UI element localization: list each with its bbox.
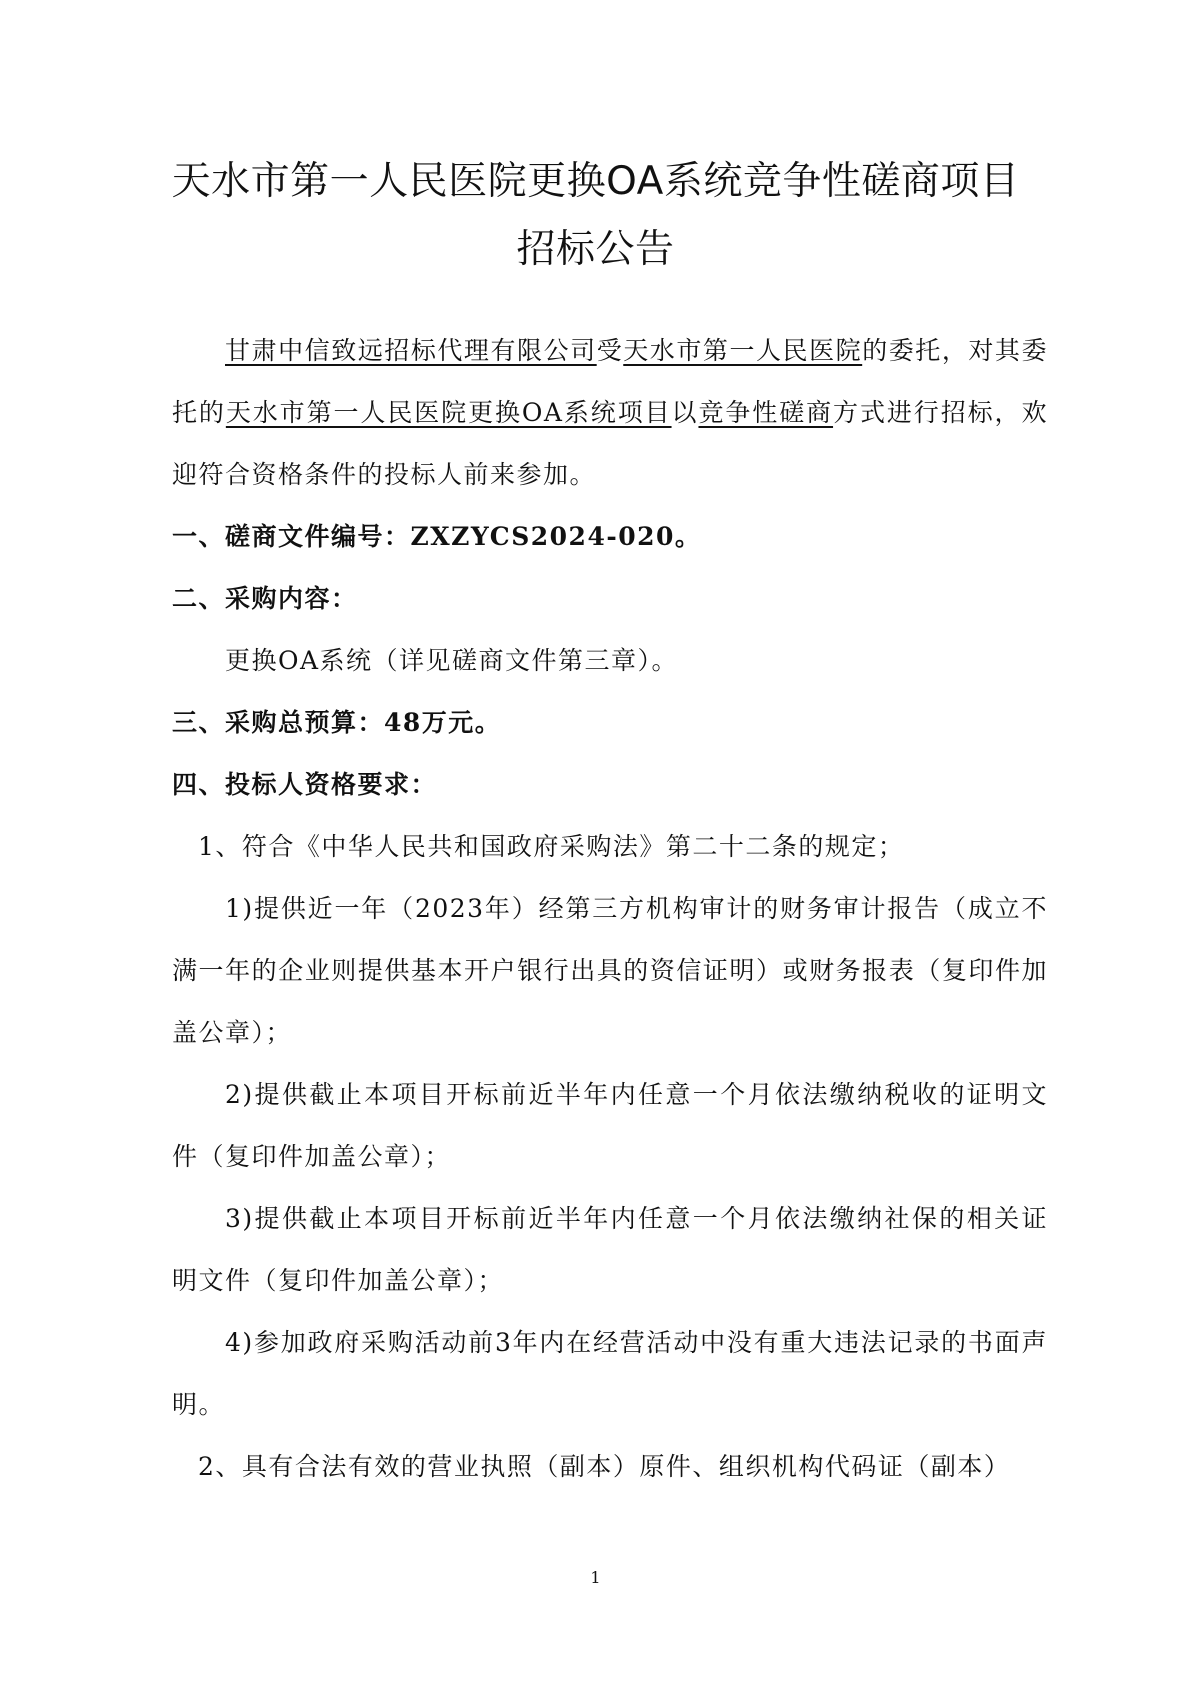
section-budget: 三、采购总预算：48万元。 xyxy=(172,708,502,737)
intro-text-2: 的委托，对其委托的 xyxy=(172,336,1048,427)
project-name: 天水市第一人民医院更换OA系统项目 xyxy=(225,398,672,427)
document-title xyxy=(150,148,1041,284)
requirement-1-3: 3)提供截止本项目开标前近半年内任意一个月依法缴纳社保的相关证明文件（复印件加盖公章）； xyxy=(172,1204,1048,1295)
section-qualifications: 四、投标人资格要求： xyxy=(172,770,438,799)
requirement-1-4: 4)参加政府采购活动前3年内在经营活动中没有重大违法记录的书面声明。 xyxy=(172,1328,1048,1419)
client-name: 天水市第一人民医院 xyxy=(623,336,863,365)
procurement-method: 竞争性磋商 xyxy=(698,398,834,427)
requirement-1: 1、符合《中华人民共和国政府采购法》第二十二条的规定； xyxy=(198,832,905,861)
intro-text-4: 方式进行招标，欢迎符合资格条件的投标人前来参加。 xyxy=(172,398,1048,489)
requirement-2: 2、具有合法有效的营业执照（副本）原件、组织机构代码证（副本） xyxy=(198,1452,1011,1481)
requirement-1-1: 1)提供近一年（2023年）经第三方机构审计的财务审计报告（成立不满一年的企业则提供基本开户银行出具的资信证明）或财务报表（复印件加盖公章）； xyxy=(172,894,1048,1047)
intro-text-1: 受 xyxy=(596,336,624,365)
requirement-1-2: 2)提供截止本项目开标前近半年内任意一个月依法缴纳税收的证明文件（复印件加盖公章）； xyxy=(172,1080,1048,1171)
intro-paragraph xyxy=(172,320,1048,506)
section-procurement-content: 二、采购内容： xyxy=(172,584,358,613)
intro-text-3: 以 xyxy=(671,398,699,427)
title-line-1: 天水市第一人民医院更换OA系统竞争性磋商项目 xyxy=(171,159,1020,204)
agency-name: 甘肃中信致远招标代理有限公司 xyxy=(225,336,597,365)
page-number: 1 xyxy=(590,1568,601,1587)
title-line-2: 招标公告 xyxy=(516,227,675,272)
document-body xyxy=(172,320,1048,1498)
section-document-number: 一、磋商文件编号：ZXZYCS2024-020。 xyxy=(172,522,702,551)
procurement-content-body: 更换OA系统（详见磋商文件第三章）。 xyxy=(225,646,679,675)
